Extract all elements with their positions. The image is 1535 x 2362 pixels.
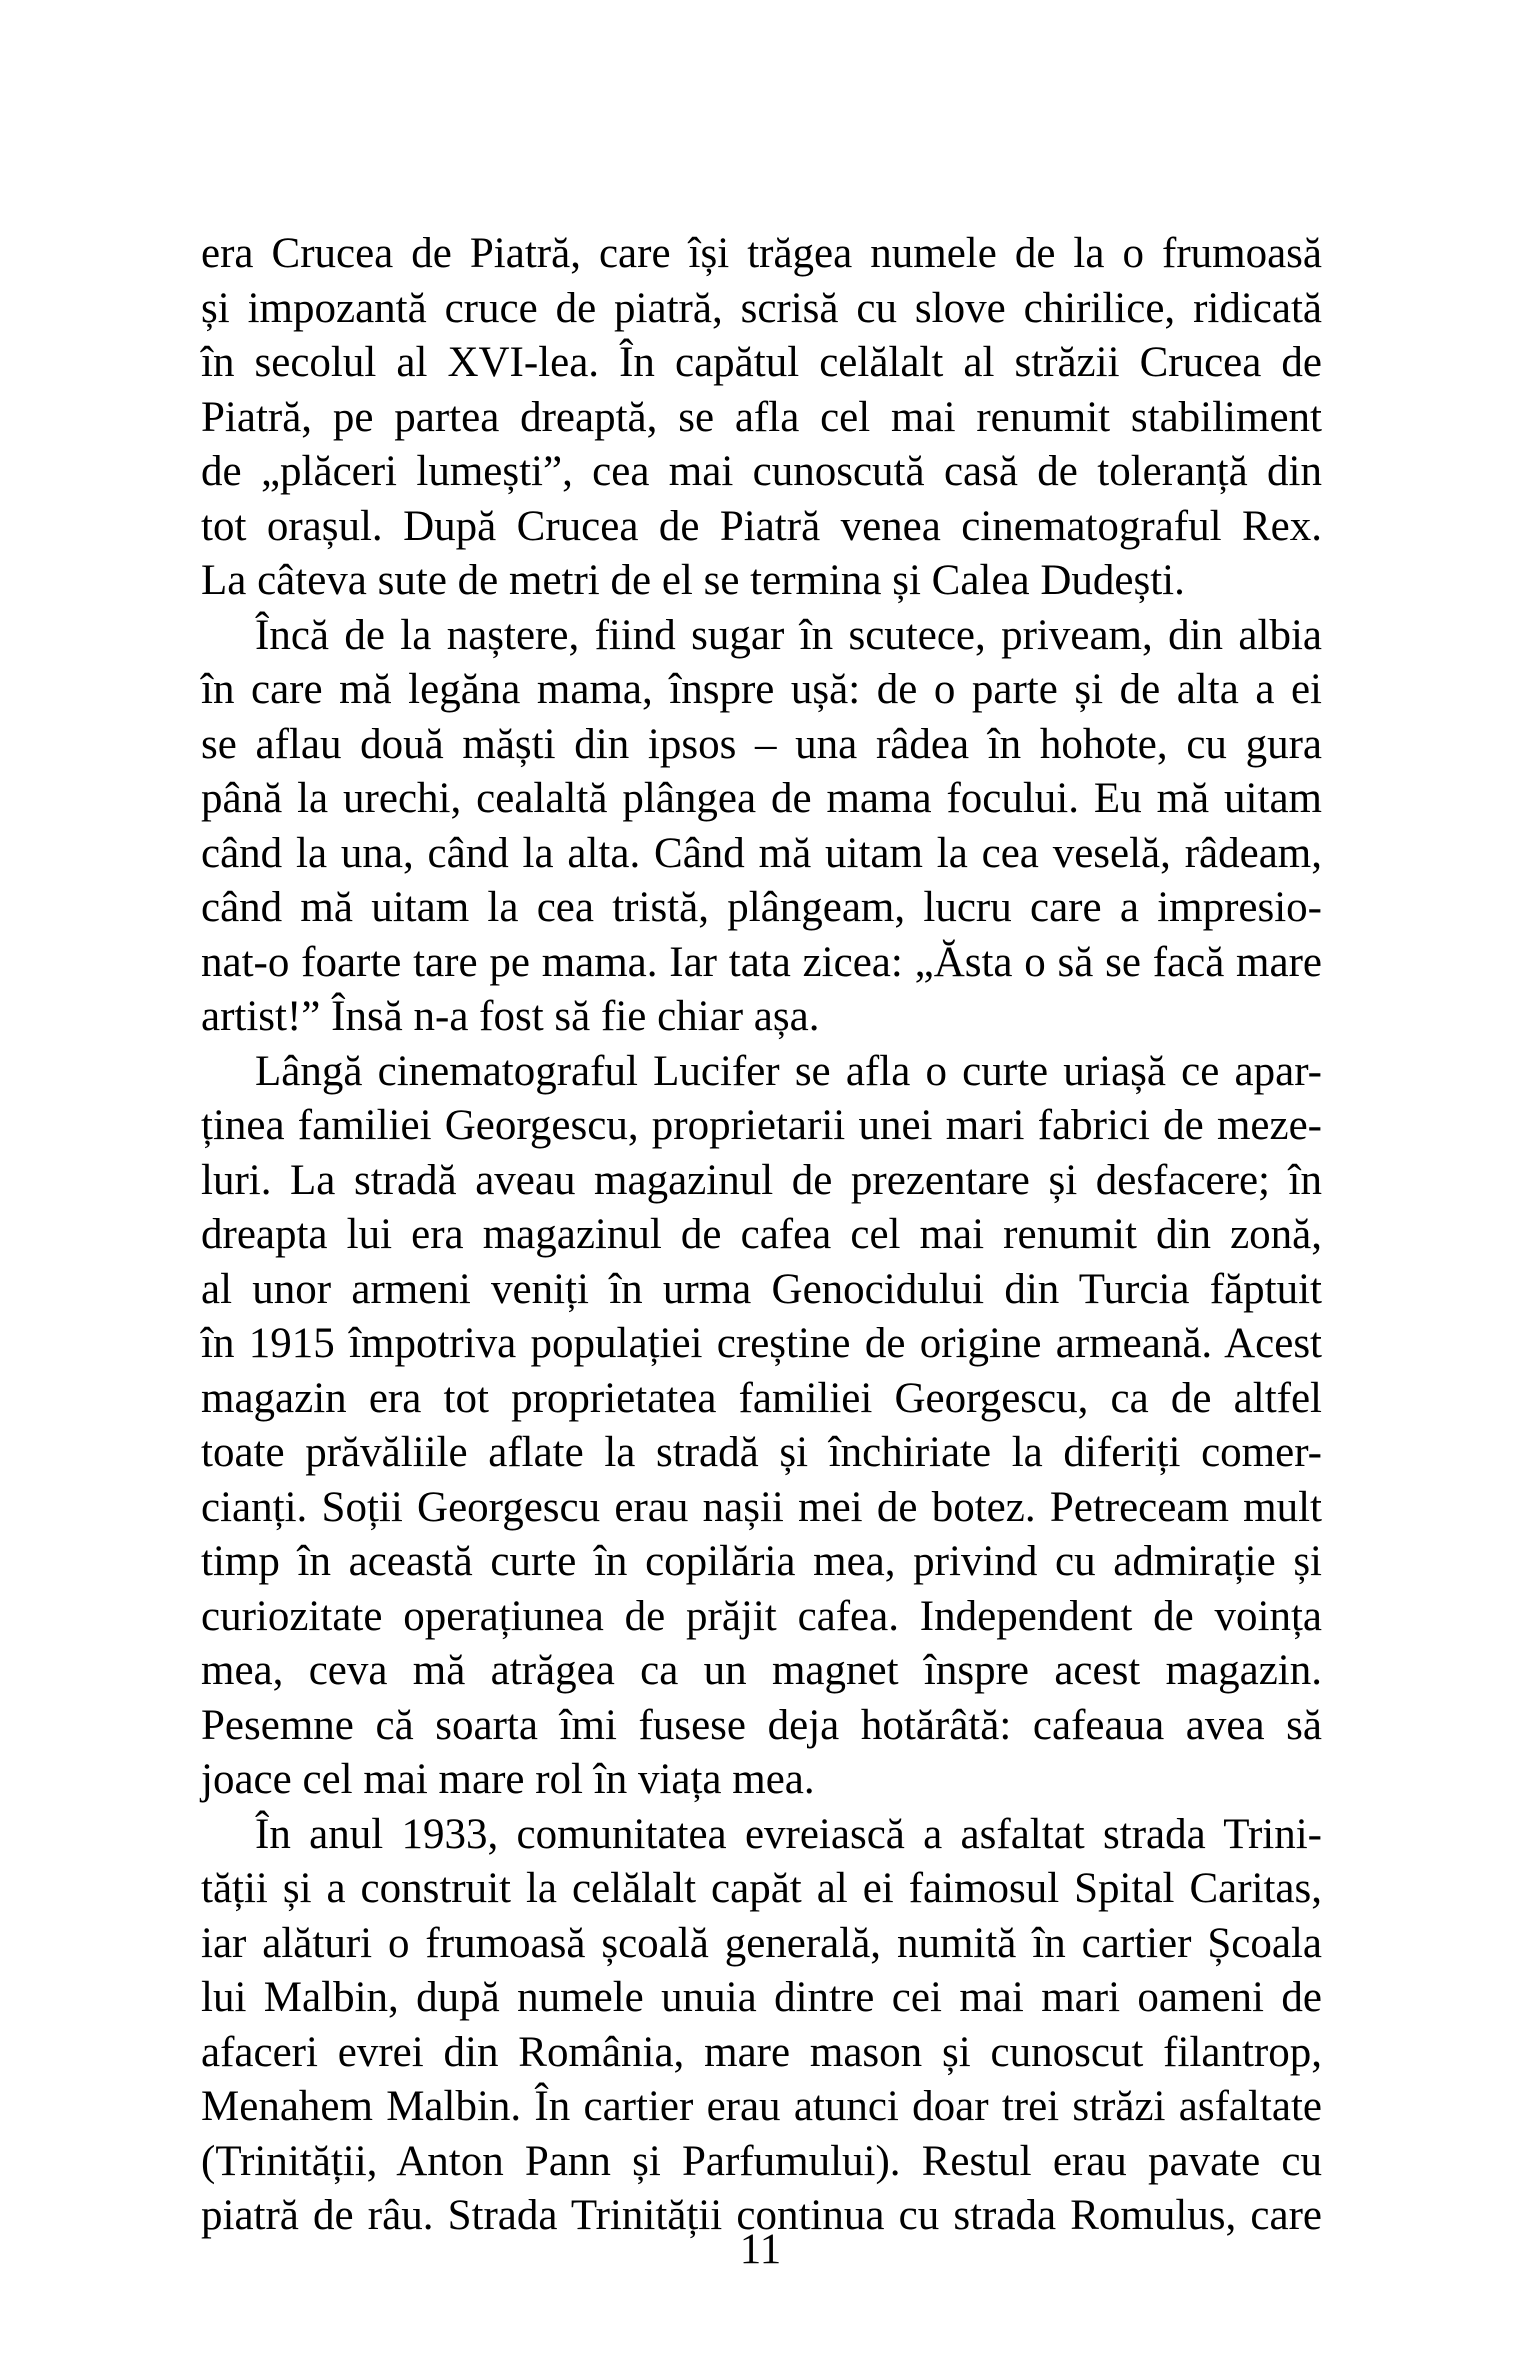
text-line: timp în această curte în copilăria mea, privind cu admirație și [201,1538,1322,1585]
text-line: în care mă legăna mama, înspre ușă: de o parte și de alta a ei [201,666,1322,713]
text-line: când la una, când la alta. Când mă uitam la cea veselă, râdeam, [201,829,1322,877]
text-line: în secolul al XVI-lea. În capătul celălalt al străzii Crucea de [201,339,1322,386]
paragraph [201,1808,1322,2244]
text-line: de „plăceri lumești”, cea mai cunoscută casă de toleranță din [201,448,1322,495]
text-line: Încă de la naștere, fiind sugar în scutece, priveam, din albia [255,611,1322,659]
text-line: lui Malbin, după numele unuia dintre cei mai mari oameni de [201,1974,1322,2021]
text-line: Pesemne că soarta îmi fusese deja hotărâtă: cafeaua avea să [201,1701,1322,1749]
text-line: al unor armeni veniți în urma Genocidului din Turcia făptuit [201,1265,1322,1313]
text-line: nat-o foarte tare pe mama. Iar tata zicea: „Ăsta o să se facă mare [201,938,1322,986]
page-number: 11 [739,2226,782,2273]
text-line: era Crucea de Piatră, care își trăgea numele de la o frumoasă [201,230,1322,277]
text-line: Piatră, pe partea dreaptă, se afla cel mai renumit stabiliment [201,393,1322,441]
text-line: în 1915 împotriva populației creștine de origine armeană. Acest [201,1320,1322,1367]
text-line: când mă uitam la cea tristă, plângeam, lucru care a impresio- [201,884,1322,931]
text-line: toate prăvăliile aflate la stradă și închiriate la diferiți comer- [201,1429,1322,1476]
body-text [201,227,1322,2244]
text-line: artist!” Însă n-a fost să fie chiar așa. [201,993,820,1040]
text-line: Lângă cinematograful Lucifer se afla o curte uriașă ce apar- [255,1047,1322,1095]
text-line: magazin era tot proprietatea familiei Georgescu, ca de altfel [201,1374,1322,1422]
text-line: și impozantă cruce de piatră, scrisă cu slove chirilice, ridicată [201,284,1322,332]
text-line: piatră de râu. Strada Trinității continua cu strada Romulus, care [201,2192,1322,2239]
text-line: tot orașul. După Crucea de Piatră venea cinematograful Rex. [201,502,1322,550]
paragraph [201,609,1322,1045]
text-line: mea, ceva mă atrăgea ca un magnet înspre acest magazin. [201,1647,1322,1694]
text-line: Menahem Malbin. În cartier erau atunci doar trei străzi asfaltate [201,2083,1322,2130]
paragraph [201,227,1322,609]
text-line: iar alături o frumoasă școală generală, numită în cartier Școala [201,1919,1322,1967]
paragraph [201,1045,1322,1808]
text-line: joace cel mai mare rol în viața mea. [201,1756,815,1803]
text-line: dreapta lui era magazinul de cafea cel mai renumit din zonă, [201,1211,1322,1258]
text-line: se aflau două măști din ipsos – una râdea în hohote, cu gura [201,720,1322,768]
text-line: afaceri evrei din România, mare mason și cunoscut filantrop, [201,2028,1322,2076]
text-line: tății și a construit la celălalt capăt al ei faimosul Spital Caritas, [201,1865,1322,1912]
text-line: până la urechi, cealaltă plângea de mama focului. Eu mă uitam [201,775,1322,822]
text-line: cianți. Soții Georgescu erau nașii mei de botez. Petreceam mult [201,1483,1322,1531]
text-line: La câteva sute de metri de el se termina și Calea Dudești. [201,557,1185,604]
text-line: ținea familiei Georgescu, proprietarii unei mari fabrici de meze- [201,1102,1322,1149]
text-line: luri. La stradă aveau magazinul de prezentare și desfacere; în [201,1156,1322,1204]
text-line: curiozitate operațiunea de prăjit cafea. Independent de voința [201,1592,1322,1640]
text-line: (Trinității, Anton Pann și Parfumului). Restul erau pavate cu [201,2137,1322,2185]
text-line: În anul 1933, comunitatea evreiască a asfaltat strada Trini- [255,1810,1322,1858]
